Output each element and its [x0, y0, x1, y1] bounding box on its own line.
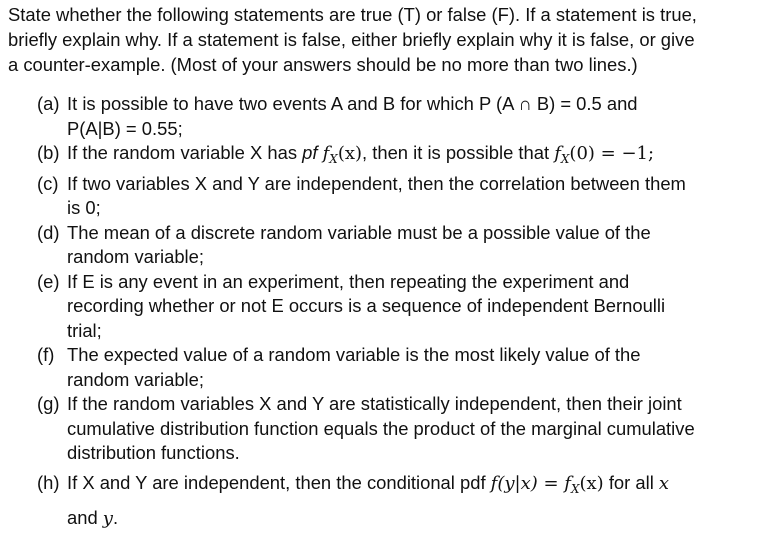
statement-text-part: If X and Y are independent, then the conditional pdf [67, 471, 491, 493]
math-subscript: X [560, 152, 570, 166]
math-function: f [322, 143, 330, 164]
statement-text [37, 141, 762, 172]
statement-text: The expected value of a random variable is the most likely value of the [67, 344, 641, 365]
statement-c [37, 172, 762, 221]
statement-text: It is possible to have two events A and B for which P (A ∩ B) = 0.5 and [67, 93, 638, 114]
statement-text: random variable; [67, 368, 204, 390]
statement-text [37, 471, 762, 502]
math-subscript: X [570, 481, 580, 496]
statement-text: If the random variables X and Y are statistically independent, then their joint [67, 393, 682, 414]
math-expression: f(y|x) = f [490, 472, 571, 494]
statement-h [37, 471, 762, 532]
statement-b [37, 141, 762, 172]
statement-text: random variable; [67, 246, 204, 267]
math-argument: (0) = −1; [569, 143, 655, 164]
statement-f [37, 343, 762, 392]
statement-label: (c) [37, 172, 59, 194]
statement-text: If E is any event in an experiment, then repeating the experiment and [67, 270, 630, 292]
statement-label: (b) [37, 142, 60, 163]
statement-text: is 0; [67, 197, 101, 218]
instructions-line-3: a counter-example. (Most of your answers should be no more than two lines.) [8, 54, 638, 75]
pf-term: pf [302, 142, 318, 163]
statement-a [37, 92, 762, 141]
statement-label: (a) [37, 93, 60, 114]
statement-e [37, 270, 762, 344]
statement-text-part: and [67, 507, 103, 528]
statement-text: The mean of a discrete random variable must be a possible value of the [67, 221, 651, 243]
statement-text-part: for all [603, 471, 659, 493]
math-function: f [554, 143, 561, 164]
math-subscript: X [329, 152, 338, 166]
statement-text: cumulative distribution function equals the product of the marginal cumulative [67, 417, 695, 439]
math-variable: x [658, 472, 670, 494]
statement-text: trial; [67, 319, 102, 341]
statement-text [37, 506, 762, 532]
statement-text-part: If the random variable X has [67, 142, 303, 163]
math-argument: (x) [579, 472, 604, 494]
math-argument: (x) [337, 143, 363, 164]
instructions-line-2: briefly explain why. If a statement is false, either briefly explain why it is false, or give [8, 29, 695, 50]
statement-label: (e) [37, 270, 60, 292]
statement-text-part: , then it is possible that [362, 142, 555, 163]
instructions-line-1: State whether the following statements are true (T) or false (F). If a statement is true, [8, 4, 697, 25]
statement-g [37, 392, 762, 466]
statement-text: recording whether or not E occurs is a sequence of independent Bernoulli [67, 295, 666, 316]
statement-text-part: . [112, 507, 119, 528]
statement-label: (g) [37, 393, 60, 414]
statement-text: If two variables X and Y are independent, then the correlation between them [67, 172, 686, 194]
statement-label: (f) [37, 344, 55, 365]
math-variable: y [102, 508, 113, 529]
instructions [8, 2, 766, 77]
statement-d [37, 221, 762, 270]
statement-text: P(A|B) = 0.55; [67, 117, 183, 139]
statement-label: (h) [37, 471, 60, 493]
statement-list [37, 92, 762, 532]
statement-label: (d) [37, 221, 60, 243]
statement-text: distribution functions. [67, 442, 240, 463]
